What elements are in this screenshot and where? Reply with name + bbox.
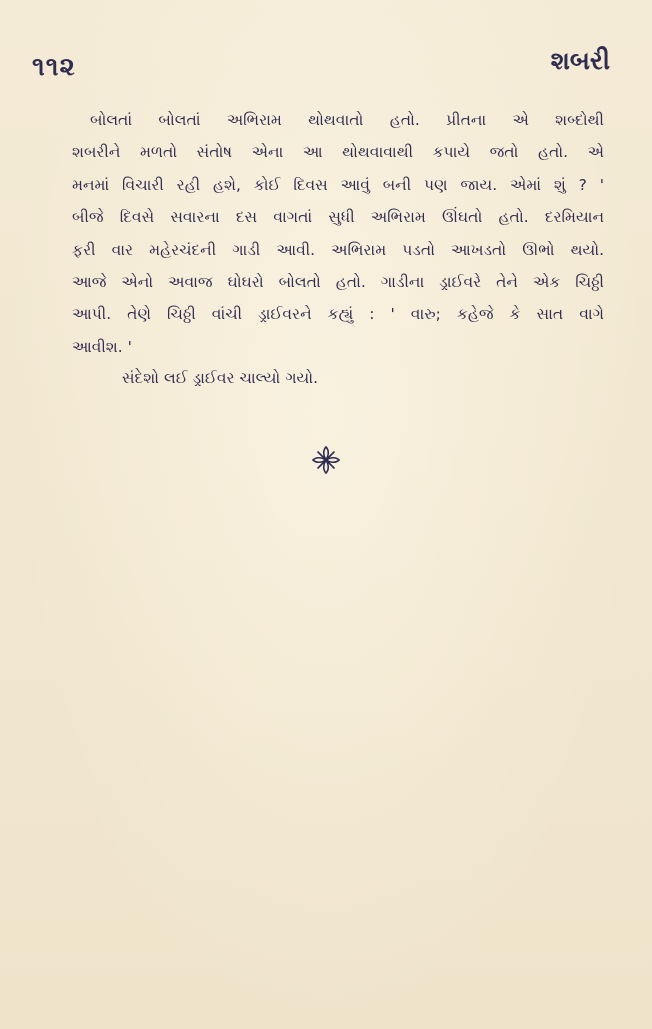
text-line: બીજે દિવસે સવારના દસ વાગતાં સુધી અભિરામ ઊંઘતો હતો. દરમિયાન <box>72 208 604 227</box>
text-line: મનમાં વિચારી રહી હશે, કોઈ દિવસ આવું બની પણ જાય. એમાં શું ? ' <box>72 175 604 194</box>
flower-ornament-icon <box>310 444 342 476</box>
paragraph-1 <box>72 104 604 363</box>
text-line: શબરીને મળતો સંતોષ એના આ થોથવાવાથી કપાયે જતો હતો. એ <box>72 143 604 162</box>
text-line: આવીશ. ' <box>72 337 132 356</box>
paragraph-2: સંદેશો લઈ ડ્રાઈવર ચાલ્યો ગયો. <box>122 369 319 387</box>
text-line: આપી. તેણે ચિઠ્ઠી વાંચી ડ્રાઈવરને કહ્યું : ' વારુ; કહેજે કે સાત વાગે <box>72 305 604 324</box>
text-line: ફરી વાર મહેરચંદની ગાડી આવી. અભિરામ પડતો આખડતો ઊભો થયો. <box>72 240 604 259</box>
text-line: બોલતાં બોલતાં અભિરામ થોથવાતો હતો. પ્રીતના એ શબ્દોથી <box>90 111 604 129</box>
text-line: આજે એનો અવાજ ઘોઘરો બોલતો હતો. ગાડીના ડ્રાઈવરે તેને એક ચિઠ્ઠી <box>72 273 604 292</box>
running-title: શબરી <box>550 46 610 75</box>
page-number: ૧૧૨ <box>32 52 76 82</box>
